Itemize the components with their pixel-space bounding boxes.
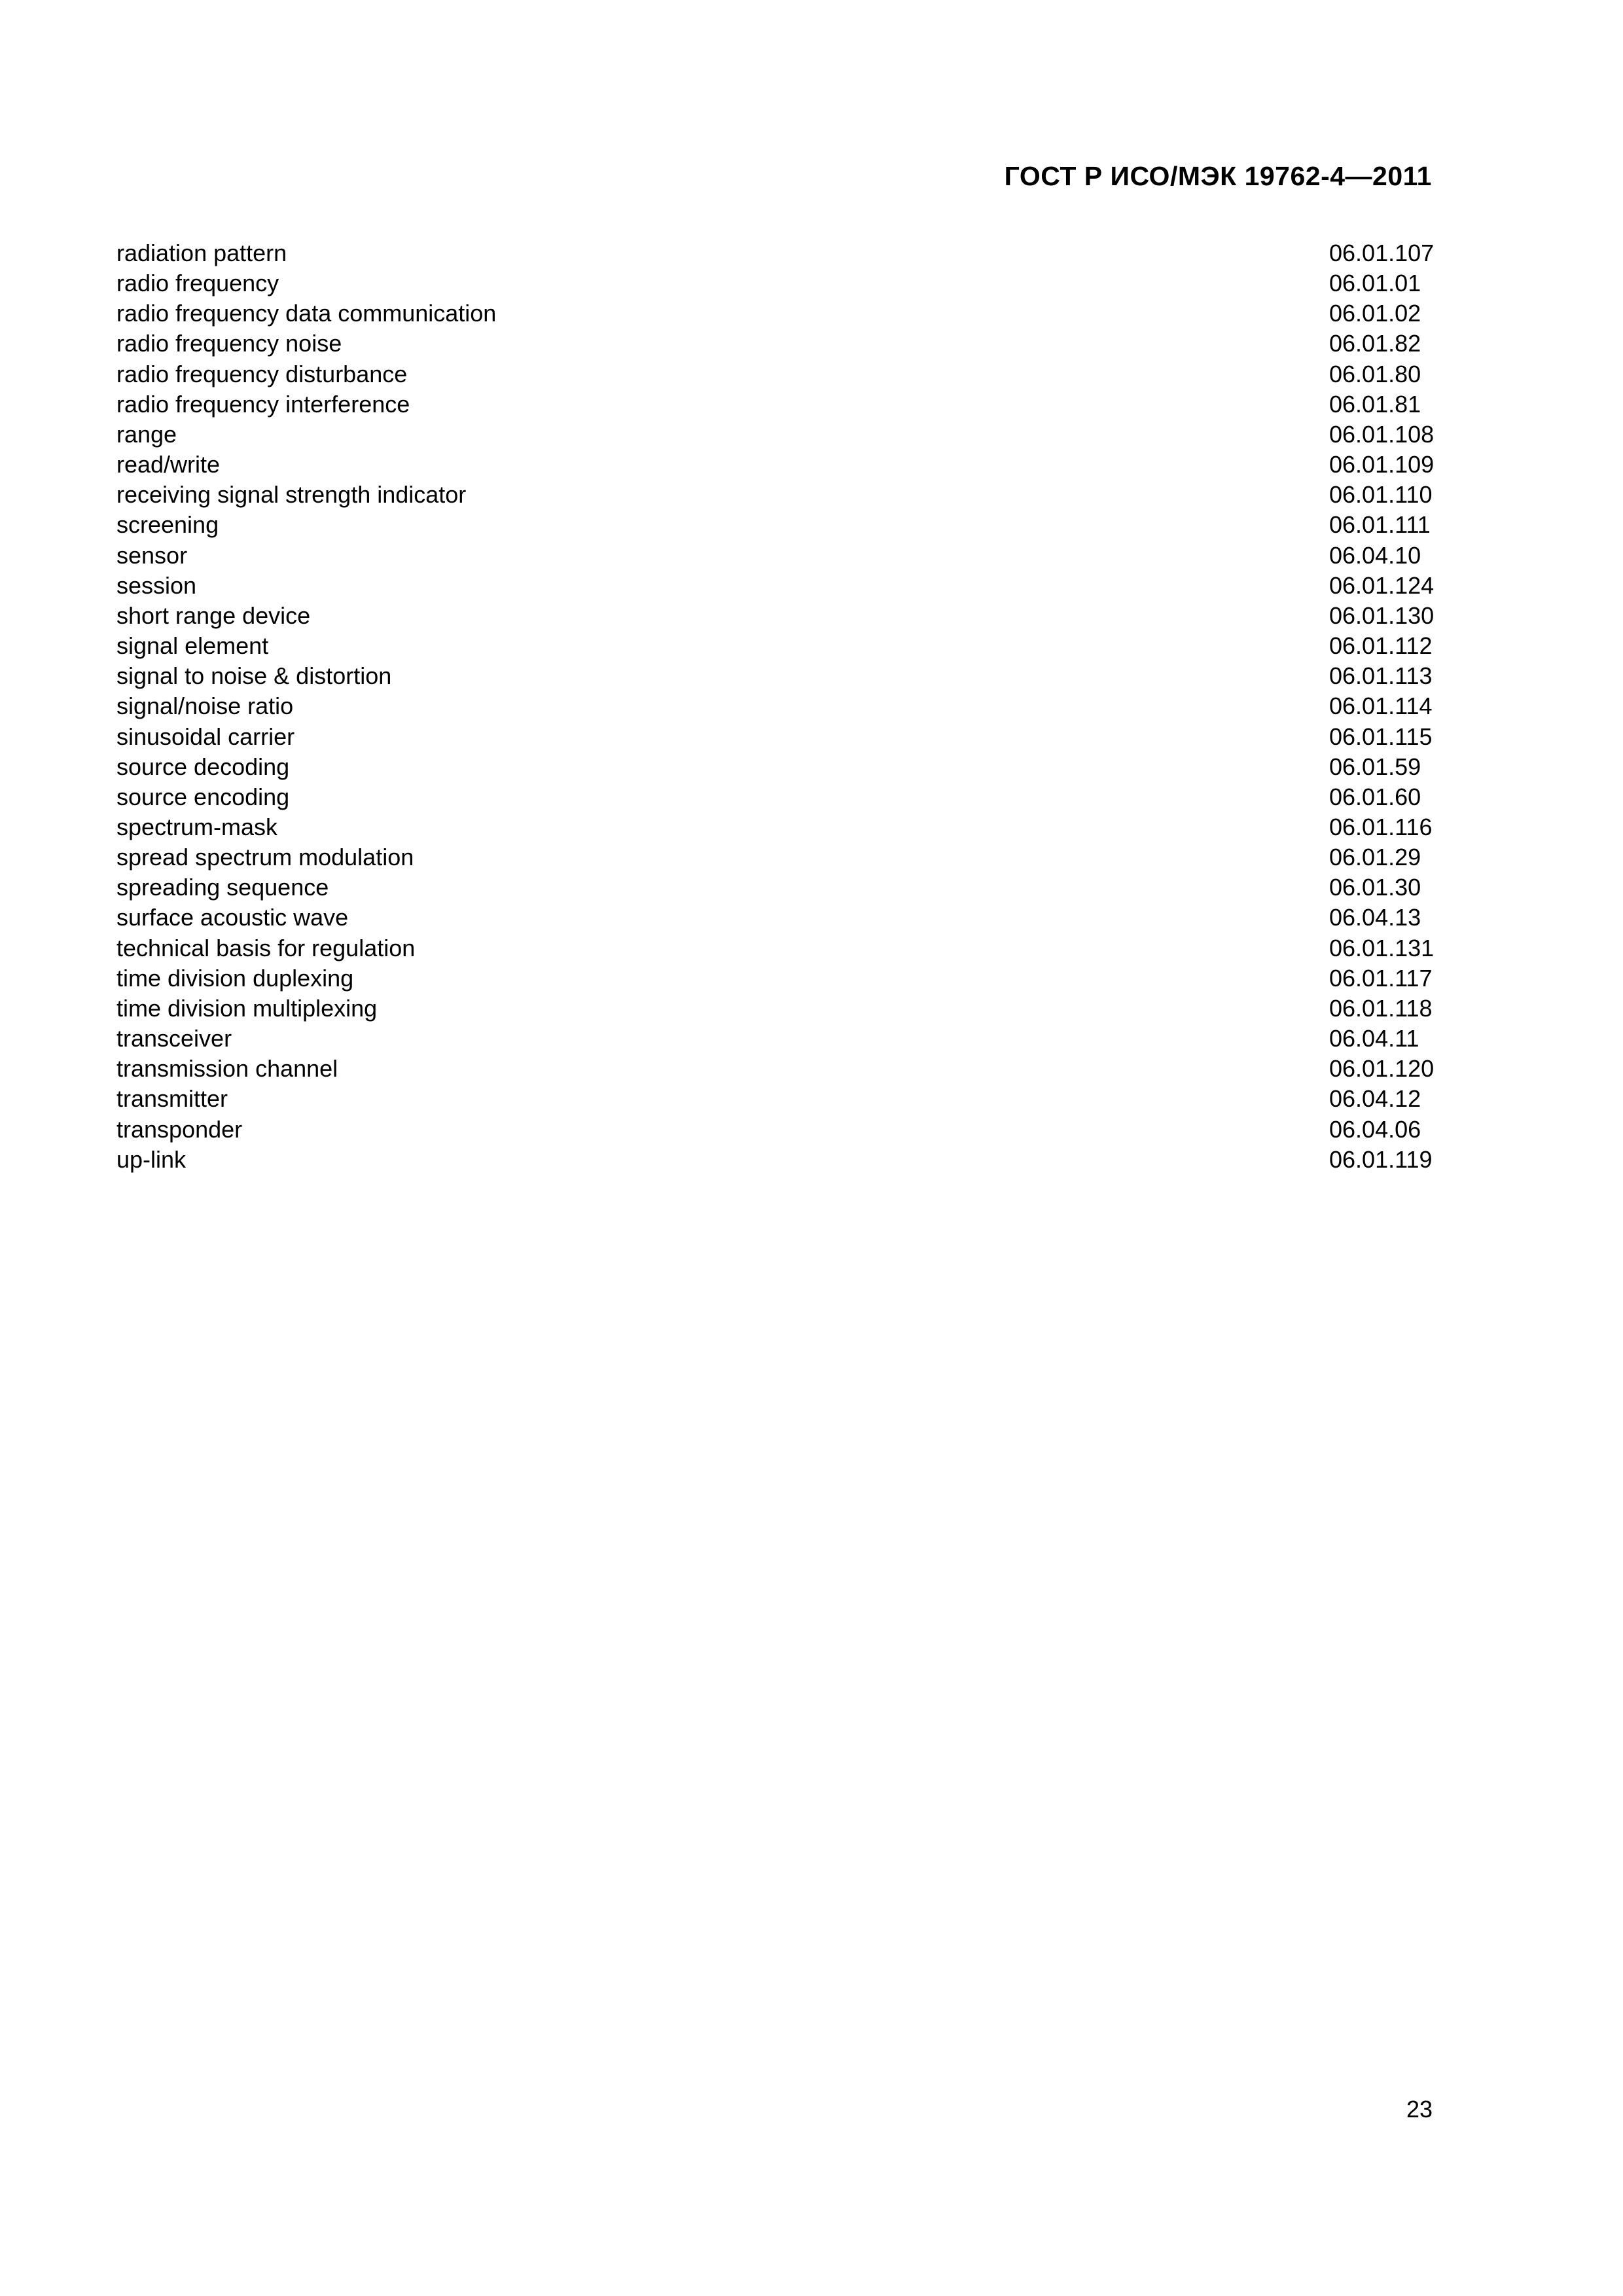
index-reference-number: 06.01.115: [1329, 723, 1433, 750]
index-reference-number: 06.01.30: [1329, 874, 1421, 901]
index-row: [116, 1054, 1441, 1084]
index-row: [116, 298, 1441, 329]
index-row: [116, 329, 1441, 359]
index-term: short range device: [116, 601, 311, 629]
index-row: [116, 933, 1441, 963]
index-term: radio frequency interference: [116, 390, 410, 418]
index-reference-number: 06.01.114: [1329, 692, 1433, 720]
index-reference-number: 06.01.108: [1329, 420, 1435, 448]
index-row: [116, 872, 1441, 903]
index-reference-number: 06.01.117: [1329, 964, 1433, 992]
index-term: transmitter: [116, 1085, 228, 1113]
index-reference-number: 06.04.06: [1329, 1115, 1421, 1143]
index-reference-number: 06.04.10: [1329, 541, 1421, 569]
index-reference-number: 06.01.82: [1329, 330, 1421, 357]
index-reference-number: 06.01.01: [1329, 270, 1421, 297]
index-reference-number: 06.01.109: [1329, 451, 1435, 478]
index-reference-number: 06.04.11: [1329, 1025, 1419, 1052]
index-reference-number: 06.04.12: [1329, 1085, 1421, 1113]
index-term: signal to noise & distortion: [116, 662, 392, 690]
index-term: transceiver: [116, 1025, 232, 1052]
index-reference-number: 06.01.124: [1329, 571, 1435, 599]
index-reference-number: 06.01.80: [1329, 360, 1421, 387]
index-row: [116, 994, 1441, 1024]
index-term: spectrum-mask: [116, 813, 278, 840]
index-reference-number: 06.01.107: [1329, 240, 1435, 266]
index-row: [116, 450, 1441, 480]
index-term: source decoding: [116, 753, 290, 780]
index-reference-number: 06.04.13: [1329, 904, 1421, 931]
index-term: radio frequency: [116, 270, 279, 297]
index-term: spread spectrum modulation: [116, 844, 414, 871]
index-term: transponder: [116, 1115, 243, 1143]
index-row: [116, 722, 1441, 752]
index-term: sensor: [116, 541, 188, 569]
index-row: [116, 510, 1441, 540]
index-term: session: [116, 571, 197, 599]
index-row: [116, 571, 1441, 601]
index-reference-number: 06.01.59: [1329, 753, 1421, 780]
index-row: [116, 661, 1441, 691]
index-term: technical basis for regulation: [116, 934, 416, 961]
index-reference-number: 06.01.60: [1329, 783, 1421, 810]
index-term: source encoding: [116, 783, 290, 810]
index-reference-number: 06.01.120: [1329, 1055, 1435, 1083]
index-row: [116, 268, 1441, 298]
index-term: radiation pattern: [116, 240, 287, 266]
index-term: time division multiplexing: [116, 994, 378, 1022]
index-term: screening: [116, 511, 219, 539]
index-term: radio frequency noise: [116, 330, 342, 357]
index-reference-number: 06.01.112: [1329, 632, 1433, 660]
index-term: read/write: [116, 451, 221, 478]
index-term: signal/noise ratio: [116, 692, 294, 720]
index-term: time division duplexing: [116, 964, 354, 992]
index-row: [116, 480, 1441, 510]
index-reference-number: 06.01.110: [1329, 481, 1433, 509]
index-row: [116, 782, 1441, 812]
index-reference-number: 06.01.118: [1329, 994, 1433, 1022]
index-reference-number: 06.01.29: [1329, 844, 1421, 871]
index-term: signal element: [116, 632, 269, 660]
index-row: [116, 752, 1441, 782]
index-row: [116, 359, 1441, 389]
index-reference-number: 06.01.111: [1329, 511, 1431, 539]
index-row: [116, 842, 1441, 872]
index-term: up-link: [116, 1145, 187, 1173]
index-term: spreading sequence: [116, 874, 329, 901]
index-term: receiving signal strength indicator: [116, 481, 467, 509]
index-row: [116, 420, 1441, 450]
page-number: 23: [1406, 2096, 1433, 2123]
index-row: [116, 238, 1441, 268]
index-row: [116, 1145, 1441, 1175]
index-reference-number: 06.01.131: [1329, 934, 1435, 961]
term-index-list: [116, 238, 1441, 1175]
index-reference-number: 06.01.130: [1329, 601, 1435, 629]
index-reference-number: 06.01.119: [1329, 1145, 1433, 1173]
index-term: range: [116, 420, 177, 448]
index-row: [116, 541, 1441, 571]
index-row: [116, 691, 1441, 721]
index-row: [116, 1084, 1441, 1114]
index-row: [116, 903, 1441, 933]
index-term: sinusoidal carrier: [116, 723, 295, 750]
index-row: [116, 631, 1441, 661]
index-reference-number: 06.01.113: [1329, 662, 1433, 690]
index-row: [116, 812, 1441, 842]
document-header: ГОСТ Р ИСО/МЭК 19762-4—2011: [1004, 161, 1432, 191]
index-row: [116, 1024, 1441, 1054]
index-reference-number: 06.01.81: [1329, 390, 1421, 418]
index-reference-number: 06.01.02: [1329, 300, 1421, 327]
index-row: [116, 389, 1441, 420]
index-term: transmission channel: [116, 1055, 338, 1083]
index-term: surface acoustic wave: [116, 904, 349, 931]
index-term: radio frequency data communication: [116, 300, 497, 327]
index-reference-number: 06.01.116: [1329, 813, 1433, 840]
index-row: [116, 963, 1441, 994]
index-term: radio frequency disturbance: [116, 360, 408, 387]
index-row: [116, 1115, 1441, 1145]
index-row: [116, 601, 1441, 631]
